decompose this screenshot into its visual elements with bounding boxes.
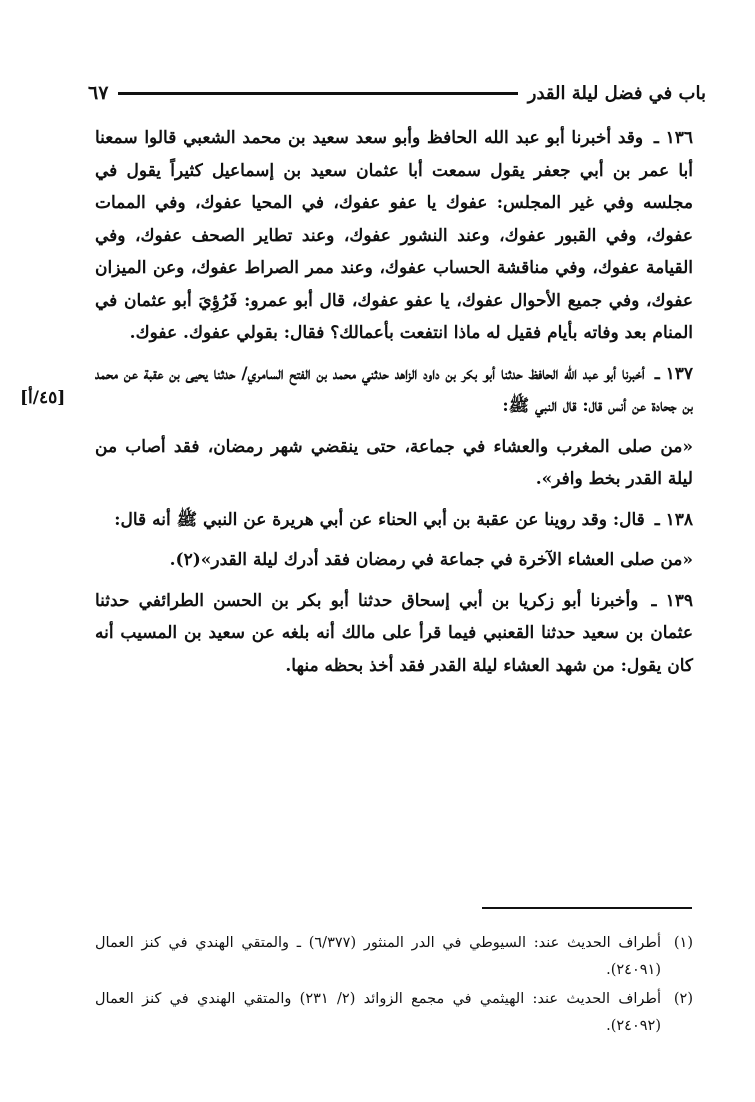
folio-reference: [٤٥/أ] <box>20 388 66 408</box>
hadith-number: ١٣٦ ـ <box>653 128 694 148</box>
footnotes <box>95 930 693 1042</box>
hadith-text: قال: وقد روينا عن عقبة بن أبي الحناء عن أبي هريرة عن النبي ﷺ أنه قال: <box>114 509 645 530</box>
hadith-number: ١٣٨ ـ <box>654 509 693 530</box>
hadith-text: وقد أخبرنا أبو عبد الله الحافظ وأبو سعد سعيد بن محمد الشعبي قالوا سمعنا أبا عمر بن أبي جعفر يقول سمعت أبا عثمان سعيد بن إسماعيل كثيراً يقول في مجلسه وفي غير المجلس: عفوك يا عفو عفوك، في المحيا عفوك، وفي الممات عفوك، وفي القبور عفوك، وعند النشور عفوك، وعند تطاير الصحف عفوك، وفي القيامة عفوك، وفي مناقشة الحساب عفوك، وعند ممر الصراط عفوك، وعن الميزان عفوك، وفي جميع الأحوال عفوك، يا عفو عفوك، قال أبو عمرو: فَرُؤِيَ أبو عثمان في المنام بعد وفاته بأيام فقيل له ماذا انتفعت بأعمالك؟ فقال: بقولي عفوك. عفوك. <box>95 128 693 343</box>
quote-text: «من صلى العشاء الآخرة في جماعة في رمضان فقد أدرك ليلة القدر»(٢). <box>169 550 693 570</box>
footnote-1 <box>95 930 693 984</box>
footnote-rule <box>482 907 692 909</box>
footnote-number: (١) <box>673 935 693 951</box>
hadith-number: ١٣٩ ـ <box>651 590 693 611</box>
page-number: ٦٧ <box>88 82 109 104</box>
footnote-number: (٢) <box>673 991 693 1007</box>
hadith-139 <box>95 585 693 683</box>
hadith-number: ١٣٧ ـ <box>654 363 694 384</box>
footnote-text: أطراف الحديث عند: السيوطي في الدر المنثور (٦/٣٧٧) ـ والمتقي الهندي في كنز العمال (٢٤٠٩١). <box>95 935 661 978</box>
footnote-text: أطراف الحديث عند: الهيثمي في مجمع الزوائد (٢/ ٢٣١) والمتقي الهندي في كنز العمال (٢٤٠٩٢). <box>95 991 661 1034</box>
hadith-text: أخبرنا أبو عبد الله الحافظ حدثنا أبو بكر بن داود الزاهد حدثني محمد بن الفتح السامري/ حدثنا يحيى بن عقبة عن محمد بن جحادة عن أنس قال: قال النبي ﷺ: <box>95 363 693 416</box>
hadith-138 <box>95 504 693 537</box>
hadith-137-quote <box>95 431 693 496</box>
hadith-136 <box>95 122 693 350</box>
hadith-138-quote <box>95 544 693 577</box>
footnote-2 <box>95 986 693 1040</box>
main-text <box>95 122 693 690</box>
header-rule <box>118 92 517 95</box>
running-title: باب في فضل ليلة القدر <box>527 82 706 104</box>
quote-text: «من صلى المغرب والعشاء في جماعة، حتى ينقضي شهر رمضان، فقد أصاب من ليلة القدر بخط وافر». <box>95 436 693 489</box>
page-header <box>88 78 706 108</box>
hadith-137 <box>95 358 693 423</box>
hadith-text: وأخبرنا أبو زكريا بن أبي إسحاق حدثنا أبو بكر بن الحسن الطرائفي حدثنا عثمان بن سعيد حدثنا القعنبي فيما قرأ على مالك أنه بلغه عن سعيد بن المسيب أنه كان يقول: من شهد العشاء ليلة القدر فقد أخذ بحظه منها. <box>95 590 693 676</box>
